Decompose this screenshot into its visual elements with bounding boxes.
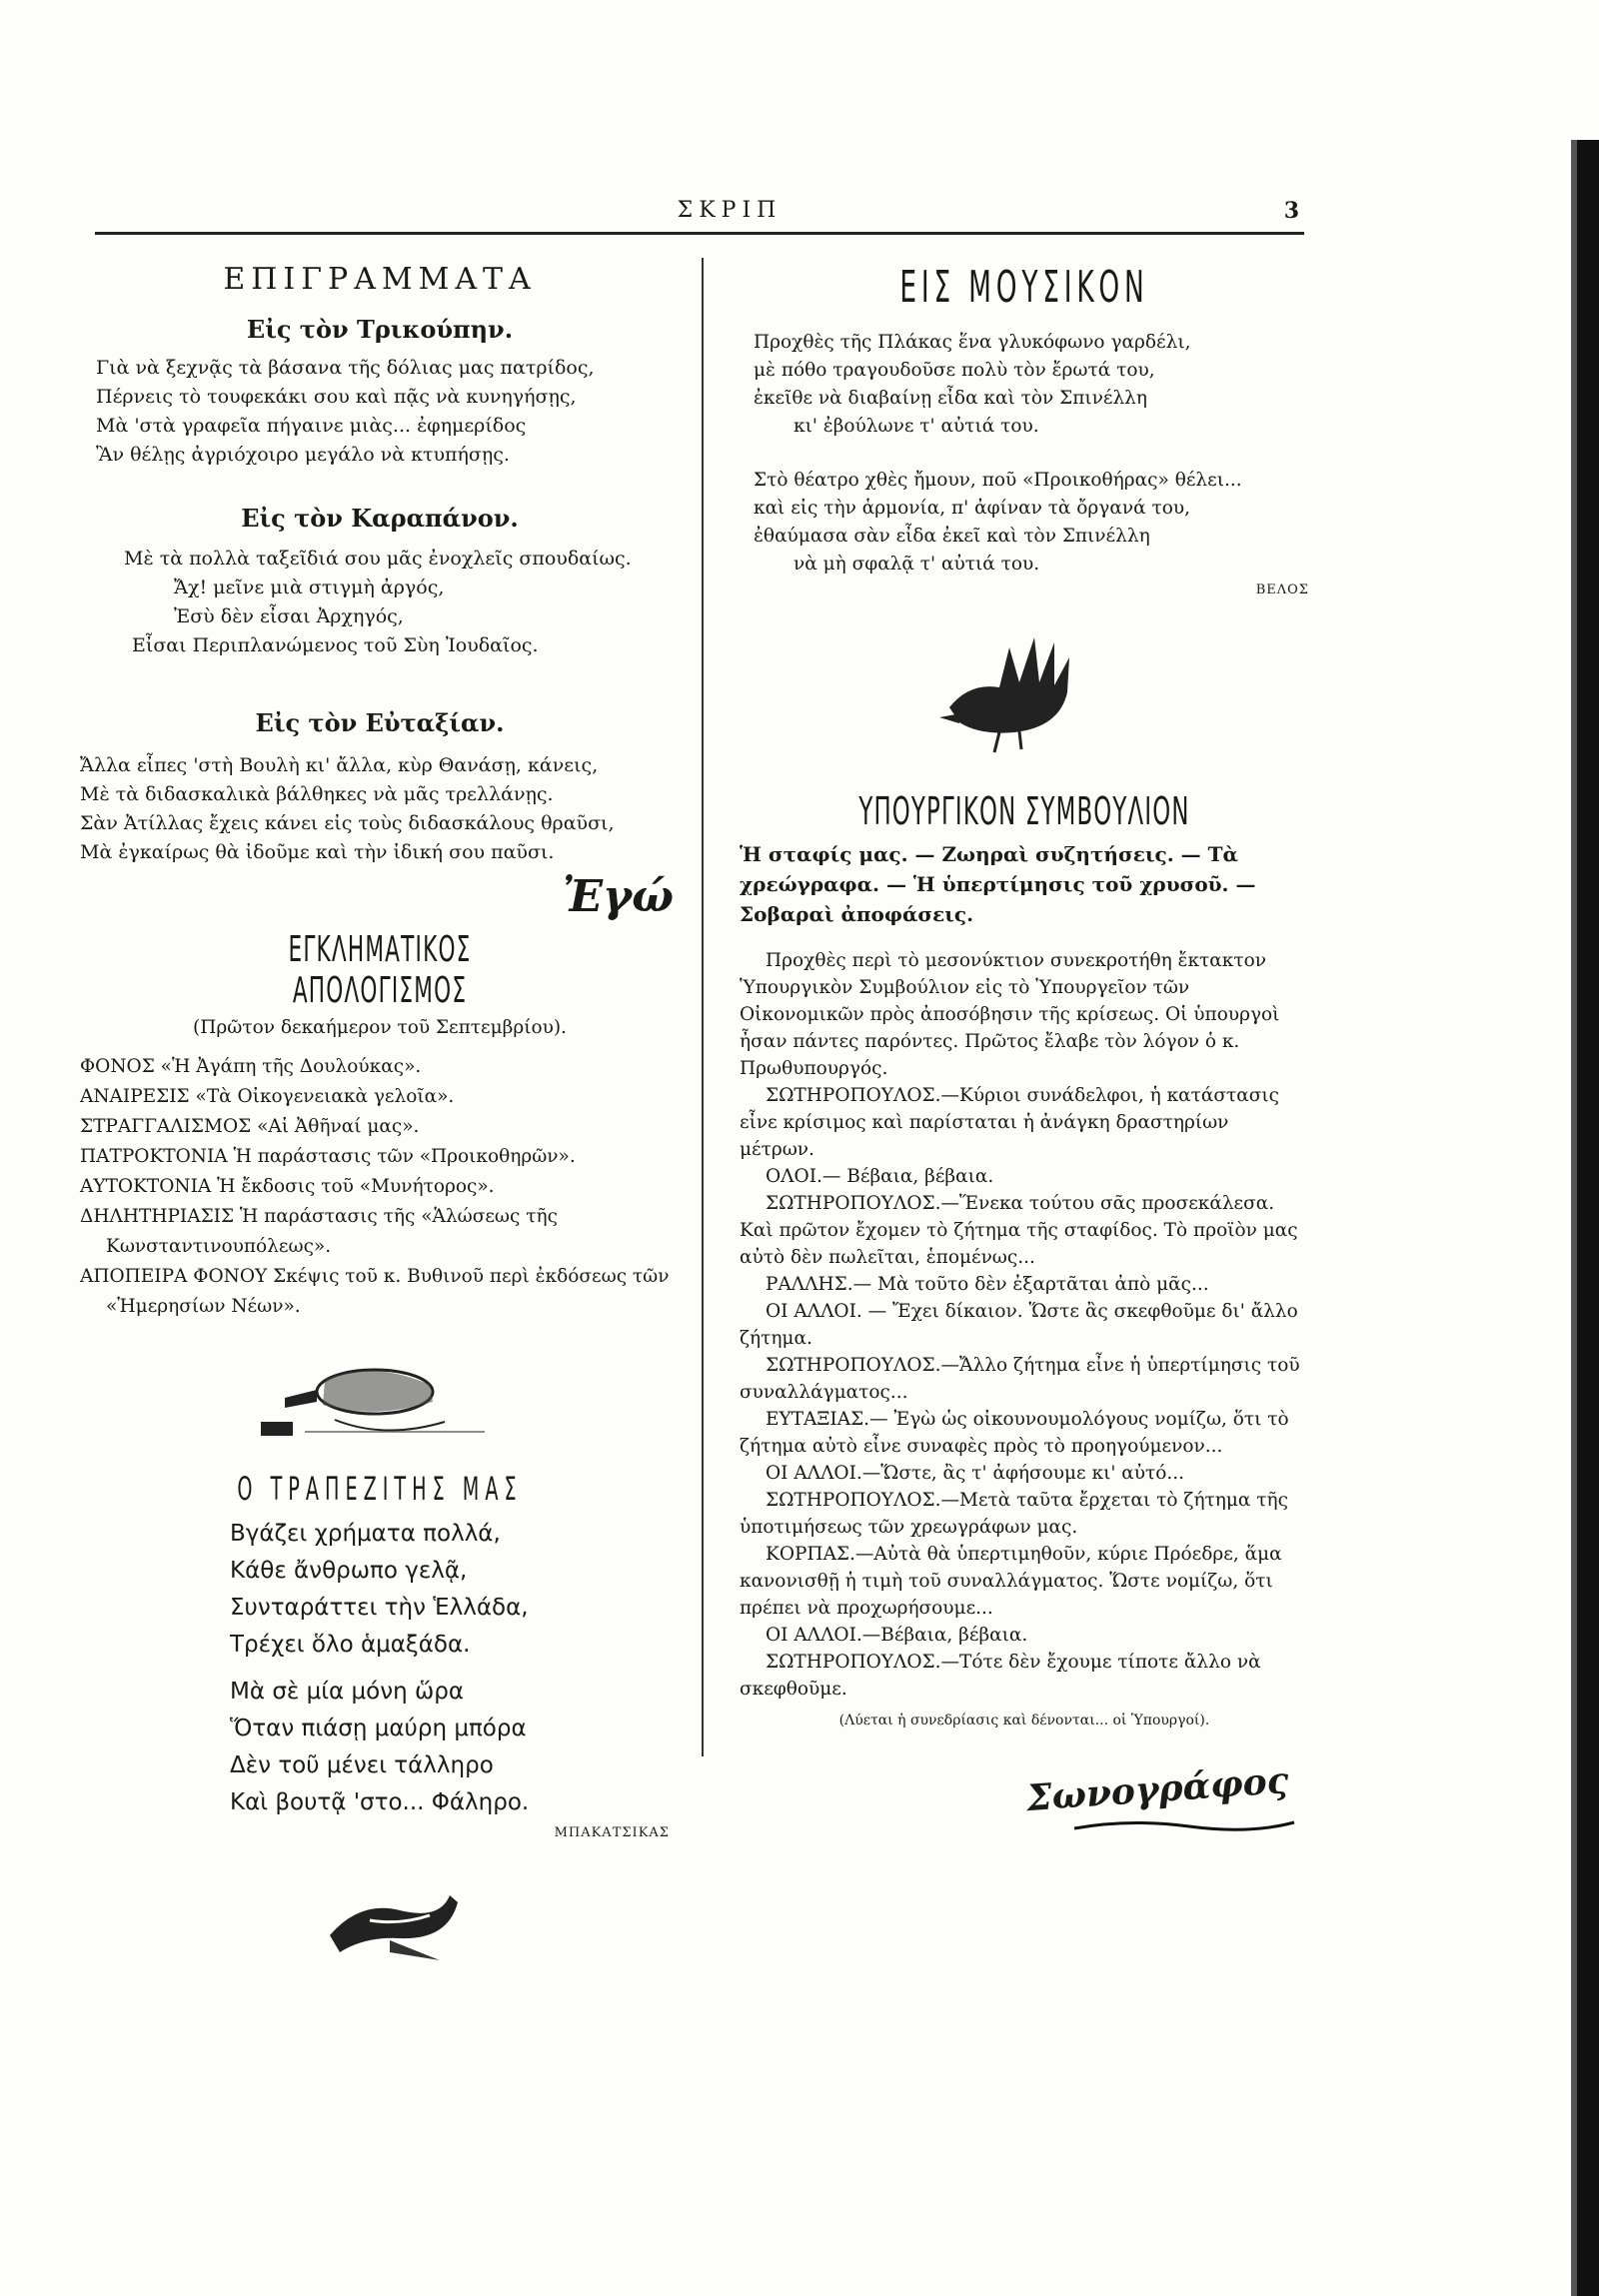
council-signature: [740, 1758, 1309, 1828]
council-headline: Ἡ σταφίς μας. — Ζωηραὶ συζητήσεις. — Τὰ χρεώγραφα. — Ἡ ὑπερτίμησις τοῦ χρυσοῦ. — Σοβαραὶ ἀποφάσεις.: [740, 842, 1256, 926]
right-column: [740, 262, 1309, 1828]
dialogue-line: ΟΙ ΑΛΛΟΙ.—Βέβαια, βέβαια.: [766, 1625, 1028, 1646]
bottle-icon: [80, 1340, 680, 1450]
verse-line: Προχθὲς τῆς Πλάκας ἕνα γλυκόφωνο γαρδέλι,: [754, 332, 1191, 353]
verse-line: κι' ἐβούλωνε τ' αὐτιά του.: [794, 416, 1039, 437]
header-rule: [95, 232, 1304, 235]
council-body: [740, 947, 1309, 1703]
pheasant-illustration: [740, 617, 1309, 767]
dialogue-line: ΡΑΛΛΗΣ.— Μὰ τοῦτο δὲν ἐξαρτᾶται ἀπὸ μᾶς...: [766, 1274, 1209, 1295]
column-divider: [702, 258, 704, 1756]
music-title: ΕΙΣ ΜΟΥΣΙΚΟΝ: [899, 262, 1149, 313]
verse-line: Πέρνεις τὸ τουφεκάκι σου καὶ πᾷς νὰ κυνηγήσῃς,: [96, 386, 577, 408]
scan-edge-shadow: [1577, 140, 1599, 2296]
dialogue-line: ΣΩΤΗΡΟΠΟΥΛΟΣ.—Τότε δὲν ἔχουμε τίποτε ἄλλο νὰ σκεφθοῦμε.: [740, 1652, 1261, 1700]
criminal-list: [80, 1052, 680, 1322]
epigram-heading-1: Εἰς τὸν Τρικούπην.: [246, 315, 514, 344]
verse-line: Μὰ ἐγκαίρως θὰ ἰδοῦμε καὶ τὴν ἰδική σου παῦσι.: [80, 841, 555, 863]
council-title: ΥΠΟΥΡΓΙΚΟΝ ΣΥΜΒΟΥΛΙΟΝ: [858, 789, 1190, 833]
verse-line: Μὲ τὰ πολλὰ ταξεῖδιά σου μᾶς ἐνοχλεῖς σπουδαίως.: [124, 548, 632, 570]
verse-line: καὶ εἰς τὴν ἁρμονία, π' ἀφίναν τὰ ὄργανά του,: [754, 498, 1190, 519]
music-poem: [740, 329, 1309, 578]
epigrams-title: ΕΠΙΓΡΑΜΜΑΤΑ: [223, 262, 537, 297]
newspaper-title: ΣΚΡΙΠ: [677, 198, 783, 223]
bird-icon: [740, 617, 1309, 767]
verse-line: Ἂν θέλῃς ἀγριόχοιρο μεγάλο νὰ κτυπήσῃς.: [96, 444, 510, 466]
ornament-illustration: [80, 1870, 680, 1970]
banker-title: Ο ΤΡΑΠΕΖΙΤΗΣ ΜΑΣ: [237, 1470, 523, 1508]
dialogue-line: ΟΛΟΙ.— Βέβαια, βέβαια.: [766, 1166, 994, 1187]
epigram-heading-3: Εἰς τὸν Εὐταξίαν.: [255, 708, 505, 737]
list-item: ΠΑΤΡΟΚΤΟΝΙΑ Ἡ παράστασις τῶν «Προικοθηρῶν».: [80, 1146, 576, 1167]
epigram-poem-1: [80, 354, 680, 470]
verse-line: ἐθαύμασα σὰν εἶδα ἐκεῖ καὶ τὸν Σπινέλλη: [754, 526, 1150, 547]
verse-line: Ὅταν πιάσῃ μαύρη μπόρα: [230, 1716, 527, 1741]
verse-line: Μὲ τὰ διδασκαλικὰ βάλθηκες νὰ μᾶς τρελλάνῃς.: [80, 783, 554, 805]
list-item: ΑΥΤΟΚΤΟΝΙΑ Ἡ ἔκδοσις τοῦ «Μυνήτορος».: [80, 1176, 495, 1197]
verse-line: νὰ μὴ σφαλᾷ τ' αὐτιά του.: [794, 554, 1040, 574]
epigram-poem-3: [80, 751, 680, 867]
council-closing: (Λύεται ἡ συνεδρίασις καὶ δένονται... οἱ Ὑπουργοί).: [838, 1713, 1210, 1728]
list-item: ΔΗΛΗΤΗΡΙΑΣΙΣ Ἡ παράστασις τῆς «Ἁλώσεως τῆς Κωνσταντινουπόλεως».: [80, 1206, 558, 1257]
dialogue-line: ΣΩΤΗΡΟΠΟΥΛΟΣ.—Μετὰ ταῦτα ἔρχεται τὸ ζήτημα τῆς ὑποτιμήσεως τῶν χρεωγράφων μας.: [740, 1490, 1288, 1538]
verse-line: Εἶσαι Περιπλανώμενος τοῦ Σὺη Ἰουδαῖος.: [132, 634, 539, 656]
verse-line: ἐκεῖθε νὰ διαβαίνῃ εἶδα καὶ τὸν Σπινέλλη: [754, 388, 1147, 409]
dialogue-line: ΚΟΡΠΑΣ.—Αὐτὰ θὰ ὑπερτιμηθοῦν, κύριε Πρόεδρε, ἅμα κανονισθῇ ἡ τιμὴ τοῦ συναλλάγματος. Ὥστε νομίζω, ὅτι πρέπει νὰ προχωρήσουμε...: [740, 1544, 1282, 1619]
scan-edge-shadow-inner: [1571, 140, 1577, 2296]
verse-line: Ἄλλα εἶπες 'στὴ Βουλὴ κι' ἄλλα, κὺρ Θανάσῃ, κάνεις,: [80, 754, 599, 776]
verse-line: μὲ πόθο τραγουδοῦσε πολὺ τὸν ἔρωτά του,: [754, 360, 1155, 381]
music-signature: ΒΕΛΟΣ: [1255, 582, 1309, 597]
verse-line: Δὲν τοῦ μένει τάλληρο: [230, 1752, 494, 1778]
list-item: ΦΟΝΟΣ «Ἡ Ἀγάπη τῆς Δουλούκας».: [80, 1056, 422, 1077]
dialogue-line: ΣΩΤΗΡΟΠΟΥΛΟΣ.—Ἕνεκα τούτου σᾶς προσεκάλεσα. Καὶ πρῶτον ἔχομεν τὸ ζήτημα τῆς σταφίδος. Τὸ προϊὸν μας αὐτὸ δὲν πωλεῖται, ἑπομένως...: [740, 1193, 1298, 1268]
epigrams-signature: Ἐγώ: [562, 871, 674, 922]
page-number: 3: [1283, 198, 1299, 224]
verse-line: Στὸ θέατρο χθὲς ἤμουν, ποῦ «Προικοθήρας» θέλει...: [754, 470, 1242, 491]
epigram-heading-2: Εἰς τὸν Καραπάνον.: [241, 504, 519, 533]
dialogue-line: ΣΩΤΗΡΟΠΟΥΛΟΣ.—Ἄλλο ζήτημα εἶνε ἡ ὑπερτίμησις τοῦ συναλλάγματος...: [740, 1355, 1300, 1403]
paragraph: Προχθὲς περὶ τὸ μεσονύκτιον συνεκροτήθη ἔκτακτον Ὑπουργικὸν Συμβούλιον εἰς τὸ Ὑπουργεῖον τῶν Οἰκονομικῶν πρὸς ἀποσόβησιν τῆς κρίσεως. Οἱ ὑπουργοὶ ἦσαν πάντες παρόντες. Πρῶτος ἔλαβε τὸν λόγον ὁ κ. Πρωθυπουργός.: [740, 950, 1280, 1079]
verse-line: Τρέχει ὅλο ἁμαξάδα.: [230, 1632, 471, 1658]
left-column: [80, 262, 680, 1970]
epigram-poem-2: [80, 545, 680, 660]
criminal-title: ΕΓΚΛΗΜΑΤΙΚΟΣ ΑΠΟΛΟΓΙΣΜΟΣ: [288, 929, 472, 1011]
bottle-illustration: [80, 1340, 680, 1450]
banker-poem: [80, 1516, 680, 1821]
dialogue-line: ΕΥΤΑΞΙΑΣ.— Ἐγὼ ὡς οἰκουνουμολόγους νομίζω, ὅτι τὸ ζήτημα αὐτὸ εἶνε συναφὲς πρὸς τὸ προηγούμενον...: [740, 1409, 1289, 1457]
verse-line: Ἄχ! μεῖνε μιὰ στιγμὴ ἀργός,: [174, 576, 445, 598]
list-item: ΣΤΡΑΓΓΑΛΙΣΜΟΣ «Αἱ Ἀθῆναί μας».: [80, 1116, 420, 1137]
signature-text: Σωνογράφος: [1025, 1758, 1291, 1820]
crumpled-note-icon: [80, 1870, 680, 1970]
dialogue-line: ΟΙ ΑΛΛΟΙ. — Ἔχει δίκαιον. Ὥστε ἂς σκεφθοῦμε δι' ἄλλο ζήτημα.: [740, 1301, 1298, 1349]
verse-line: Ἐσὺ δὲν εἶσαι Ἀρχηγός,: [174, 605, 404, 627]
verse-line: Μὰ σὲ μία μόνη ὥρα: [230, 1679, 464, 1705]
verse-line: Καὶ βουτᾷ 'στο... Φάληρο.: [230, 1789, 530, 1815]
signature-underline-icon: [1069, 1816, 1299, 1836]
verse-line: Βγάζει χρήματα πολλά,: [230, 1521, 501, 1547]
banker-signature: ΜΠΑΚΑΤΣΙΚΑΣ: [554, 1825, 670, 1840]
list-item: ΑΠΟΠΕΙΡΑ ΦΟΝΟΥ Σκέψις τοῦ κ. Βυθινοῦ περὶ ἐκδόσεως τῶν «Ἡμερησίων Νέων».: [80, 1266, 670, 1317]
dialogue-line: ΣΩΤΗΡΟΠΟΥΛΟΣ.—Κύριοι συνάδελφοι, ἡ κατάστασις εἶνε κρίσιμος καὶ παρίσταται ἡ ἀνάγκη δραστηρίων μέτρων.: [740, 1085, 1279, 1160]
verse-line: Γιὰ νὰ ξεχνᾷς τὰ βάσανα τῆς δόλιας μας πατρίδος,: [96, 357, 595, 379]
verse-line: Συνταράττει τὴν Ἑλλάδα,: [230, 1595, 529, 1621]
verse-line: Μὰ 'στὰ γραφεῖα πήγαινε μιὰς... ἐφημερίδος: [96, 415, 527, 437]
dialogue-line: ΟΙ ΑΛΛΟΙ.—Ὥστε, ἂς τ' ἀφήσουμε κι' αὐτό...: [766, 1463, 1185, 1484]
criminal-subtitle: (Πρῶτον δεκαήμερον τοῦ Σεπτεμβρίου).: [193, 1017, 567, 1038]
list-item: ΑΝΑΙΡΕΣΙΣ «Τὰ Οἰκογενειακὰ γελοῖα».: [80, 1086, 455, 1107]
verse-line: Σὰν Ἀτίλλας ἔχεις κάνει εἰς τοὺς διδασκάλους θραῦσι,: [80, 812, 615, 834]
verse-line: Κάθε ἄνθρωπο γελᾷ,: [230, 1558, 468, 1584]
